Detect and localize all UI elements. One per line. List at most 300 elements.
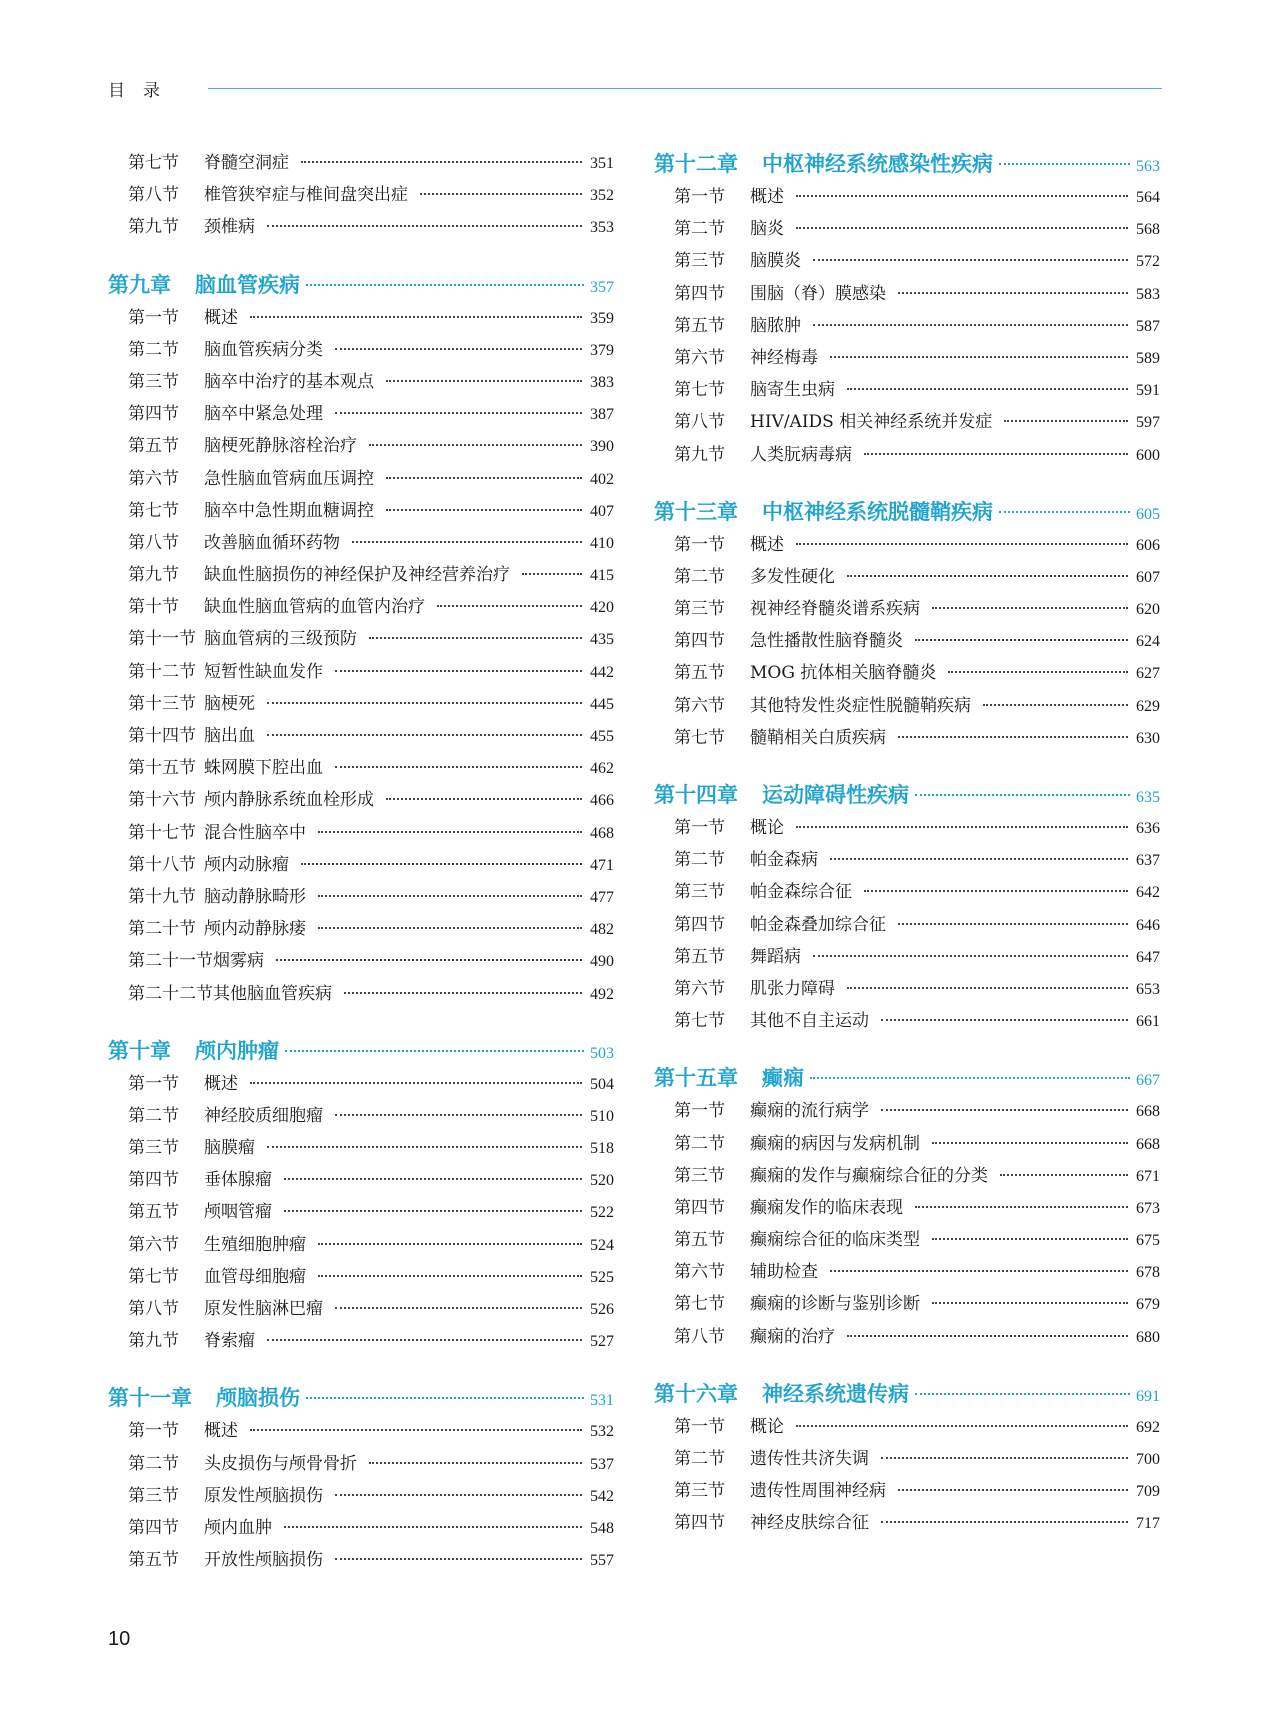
section-entry[interactable] — [108, 528, 614, 560]
section-entry[interactable] — [108, 560, 614, 592]
dot-leader — [250, 1429, 582, 1431]
chapter-number: 第十六章 — [654, 1380, 738, 1406]
section-entry[interactable] — [108, 785, 614, 817]
section-title: 缺血性脑损伤的神经保护及神经营养治疗 — [204, 565, 510, 586]
section-number: 第一节 — [128, 307, 179, 328]
section-title: 神经皮肤综合征 — [750, 1513, 869, 1534]
section-entry[interactable] — [108, 689, 614, 721]
section-title: 改善脑血循环药物 — [204, 532, 340, 553]
section-title: 概述 — [750, 534, 784, 555]
dot-leader — [932, 1302, 1128, 1304]
dot-leader — [267, 225, 582, 227]
chapter-title: 运动障碍性疾病 — [762, 782, 909, 807]
section-title: 脑膜瘤 — [204, 1138, 255, 1159]
section-entry[interactable] — [108, 1449, 614, 1481]
section-title: 脑卒中紧急处理 — [204, 404, 323, 425]
section-entry[interactable] — [654, 813, 1160, 845]
section-number: 第一节 — [674, 1416, 725, 1437]
section-title: 帕金森叠加综合征 — [750, 914, 886, 935]
section-number: 第三节 — [674, 1165, 725, 1186]
chapter-number: 第十章 — [108, 1037, 171, 1063]
section-title: 辅助检查 — [750, 1262, 818, 1283]
dot-leader — [847, 987, 1128, 989]
section-number: 第二节 — [674, 219, 725, 240]
chapter-page-number: 605 — [1136, 505, 1160, 523]
dot-leader — [999, 511, 1130, 513]
dot-leader — [369, 637, 582, 639]
section-entry[interactable] — [654, 214, 1160, 246]
section-number: 第八节 — [674, 1326, 725, 1347]
section-number: 第五节 — [674, 946, 725, 967]
section-page-number: 627 — [1136, 665, 1160, 683]
section-page-number: 668 — [1136, 1135, 1160, 1153]
section-title: 脑血管病的三级预防 — [204, 629, 357, 650]
section-number: 第四节 — [674, 914, 725, 935]
section-page-number: 700 — [1136, 1451, 1160, 1468]
section-title: 急性脑血管病血压调控 — [204, 468, 374, 489]
section-title: 脑膜炎 — [750, 251, 801, 272]
section-entry[interactable] — [654, 1257, 1160, 1289]
section-number: 第十一节 — [128, 629, 196, 650]
section-title: 脑梗死静脉溶栓治疗 — [204, 436, 357, 457]
section-title: 脑脓肿 — [750, 315, 801, 336]
section-page-number: 390 — [590, 438, 614, 456]
section-page-number: 629 — [1136, 697, 1160, 715]
section-entry[interactable] — [108, 148, 614, 180]
section-number: 第四节 — [674, 631, 725, 652]
section-number: 第六节 — [674, 978, 725, 999]
section-entry[interactable] — [654, 910, 1160, 942]
section-number: 第八节 — [674, 412, 725, 433]
chapter-page-number: 691 — [1136, 1387, 1160, 1405]
dot-leader — [932, 607, 1128, 609]
section-entry[interactable] — [654, 1129, 1160, 1161]
section-title: 脑动静脉畸形 — [204, 886, 306, 907]
section-page-number: 668 — [1136, 1103, 1160, 1121]
dot-leader — [335, 1307, 582, 1309]
dot-leader — [250, 1082, 582, 1084]
dot-leader — [335, 1494, 582, 1496]
toc-chapter-block — [654, 1378, 1160, 1541]
section-entry[interactable] — [108, 1262, 614, 1294]
section-entry[interactable] — [654, 311, 1160, 343]
dot-leader — [267, 1146, 582, 1148]
section-entry[interactable] — [108, 431, 614, 463]
section-title: 髓鞘相关白质疾病 — [750, 727, 886, 748]
section-title: 急性播散性脑脊髓炎 — [750, 631, 903, 652]
chapter-title: 神经系统遗传病 — [762, 1380, 909, 1406]
section-entry[interactable] — [654, 974, 1160, 1006]
section-title: 癫痫发作的临床表现 — [750, 1197, 903, 1218]
section-number: 第三节 — [674, 599, 725, 620]
section-title: 脊索瘤 — [204, 1331, 255, 1352]
section-entry[interactable] — [108, 1545, 614, 1577]
toc-chapter-block — [654, 148, 1160, 472]
dot-leader — [318, 1243, 582, 1245]
section-entry[interactable] — [108, 464, 614, 496]
section-entry[interactable] — [654, 1006, 1160, 1038]
section-page-number: 415 — [590, 567, 614, 585]
section-entry[interactable] — [108, 1416, 614, 1448]
section-page-number: 504 — [590, 1075, 614, 1093]
dot-leader — [796, 1425, 1128, 1427]
section-number: 第八节 — [128, 1299, 179, 1319]
section-title: 短暂性缺血发作 — [204, 661, 323, 682]
section-page-number: 709 — [1136, 1483, 1160, 1501]
section-title: 蛛网膜下腔出血 — [204, 758, 323, 779]
section-page-number: 468 — [590, 824, 614, 842]
section-page-number: 477 — [590, 888, 614, 906]
section-page-number: 492 — [590, 985, 614, 1003]
section-title: 概论 — [750, 818, 784, 838]
section-page-number: 527 — [590, 1333, 614, 1351]
section-page-number: 589 — [1136, 349, 1160, 367]
section-entry[interactable] — [108, 1481, 614, 1513]
section-entry[interactable] — [108, 657, 614, 689]
chapter-page-number: 531 — [590, 1392, 614, 1410]
section-entry[interactable] — [108, 180, 614, 212]
section-entry[interactable] — [108, 1197, 614, 1229]
section-entry[interactable] — [654, 1508, 1160, 1540]
dot-leader — [932, 1142, 1128, 1144]
section-title: 其他特发性炎症性脱髓鞘疾病 — [750, 695, 971, 716]
chapter-number: 第九章 — [108, 271, 171, 297]
chapter-number: 第十三章 — [654, 498, 738, 524]
section-number: 第三节 — [128, 1138, 179, 1159]
dot-leader — [864, 890, 1128, 892]
section-entry[interactable] — [654, 562, 1160, 594]
section-title: 神经胶质细胞瘤 — [204, 1105, 323, 1126]
header-title: 目录 — [108, 81, 178, 101]
dot-leader — [335, 1558, 582, 1560]
section-title: 颅内动脉瘤 — [204, 854, 289, 875]
section-number: 第二节 — [674, 850, 725, 871]
section-title: 血管母细胞瘤 — [204, 1266, 306, 1287]
section-title: 颈椎病 — [204, 217, 255, 238]
dot-leader — [847, 388, 1128, 390]
section-page-number: 410 — [590, 534, 614, 552]
dot-leader — [915, 639, 1128, 641]
section-entry[interactable] — [108, 850, 614, 882]
dot-leader — [301, 161, 582, 163]
dot-leader — [881, 1109, 1128, 1111]
section-entry[interactable] — [108, 753, 614, 785]
section-number: 第九节 — [128, 565, 179, 586]
section-entry[interactable] — [108, 1230, 614, 1262]
dot-leader — [898, 292, 1128, 294]
section-page-number: 548 — [590, 1519, 614, 1537]
dot-leader — [830, 356, 1128, 358]
section-title: 癫痫的流行病学 — [750, 1101, 869, 1122]
section-entry[interactable] — [108, 399, 614, 431]
section-entry[interactable] — [654, 182, 1160, 214]
dot-leader — [813, 955, 1128, 957]
section-entry[interactable] — [108, 1165, 614, 1197]
dot-leader — [830, 1270, 1128, 1272]
section-number: 第一节 — [128, 1073, 179, 1094]
section-title: 肌张力障碍 — [750, 978, 835, 999]
section-title: 其他脑血管疾病 — [213, 983, 332, 1004]
section-number: 第九节 — [128, 217, 179, 238]
section-number: 第九节 — [674, 444, 725, 465]
dot-leader — [386, 380, 582, 382]
section-entry[interactable] — [654, 375, 1160, 407]
section-title: HIV/AIDS 相关神经系统并发症 — [750, 412, 993, 433]
section-page-number: 646 — [1136, 916, 1160, 934]
chapter-entry[interactable] — [108, 1035, 614, 1069]
section-entry[interactable] — [654, 246, 1160, 278]
section-entry[interactable] — [654, 691, 1160, 723]
section-entry[interactable] — [654, 1476, 1160, 1508]
section-number: 第十五节 — [128, 758, 196, 779]
section-entry[interactable] — [654, 1412, 1160, 1444]
section-entry[interactable] — [108, 1069, 614, 1101]
section-page-number: 482 — [590, 921, 614, 939]
section-title: 脑血管疾病分类 — [204, 339, 323, 360]
section-number: 第五节 — [128, 1550, 179, 1571]
toc-chapter-block — [108, 1035, 614, 1359]
section-number: 第八节 — [128, 185, 179, 206]
section-entry[interactable] — [654, 1096, 1160, 1128]
dot-leader — [318, 895, 582, 897]
section-entry[interactable] — [654, 1444, 1160, 1476]
section-number: 第七节 — [128, 153, 179, 173]
section-number: 第四节 — [674, 1197, 725, 1218]
section-number: 第二十一节 — [128, 951, 213, 972]
section-entry[interactable] — [654, 279, 1160, 311]
section-entry[interactable] — [654, 658, 1160, 690]
section-entry[interactable] — [108, 367, 614, 399]
section-title: 原发性颅脑损伤 — [204, 1485, 323, 1506]
dot-leader — [267, 702, 582, 704]
section-entry[interactable] — [108, 496, 614, 528]
dot-leader — [813, 259, 1128, 261]
section-page-number: 387 — [590, 406, 614, 424]
toc-chapter-block — [108, 1382, 614, 1577]
section-entry[interactable] — [108, 624, 614, 656]
chapter-entry[interactable] — [654, 779, 1160, 813]
section-page-number: 520 — [590, 1172, 614, 1190]
section-page-number: 591 — [1136, 382, 1160, 400]
section-page-number: 717 — [1136, 1515, 1160, 1533]
dot-leader — [915, 1206, 1128, 1208]
section-page-number: 490 — [590, 953, 614, 971]
section-page-number: 471 — [590, 856, 614, 874]
section-entry[interactable] — [108, 1133, 614, 1165]
section-number: 第六节 — [128, 468, 179, 489]
section-entry[interactable] — [108, 592, 614, 624]
section-page-number: 678 — [1136, 1264, 1160, 1282]
section-number: 第五节 — [674, 1230, 725, 1251]
chapter-entry[interactable] — [108, 1382, 614, 1416]
section-entry[interactable] — [654, 1289, 1160, 1321]
section-entry[interactable] — [108, 946, 614, 978]
section-entry[interactable] — [108, 1294, 614, 1326]
dot-leader — [276, 959, 582, 961]
section-number: 第七节 — [128, 1266, 179, 1287]
toc-chapter-block — [654, 496, 1160, 755]
section-title: 神经梅毒 — [750, 347, 818, 368]
section-number: 第七节 — [674, 1294, 725, 1315]
section-number: 第十七节 — [128, 822, 196, 843]
section-number: 第八节 — [128, 532, 179, 553]
dot-leader — [1004, 420, 1128, 422]
section-title: 遗传性共济失调 — [750, 1449, 869, 1469]
dot-leader — [1000, 1174, 1128, 1176]
dot-leader — [386, 509, 582, 511]
section-entry[interactable] — [654, 1193, 1160, 1225]
section-page-number: 630 — [1136, 729, 1160, 747]
section-page-number: 675 — [1136, 1232, 1160, 1250]
chapter-page-number: 667 — [1136, 1072, 1160, 1090]
section-number: 第三节 — [674, 1481, 725, 1502]
section-entry[interactable] — [654, 626, 1160, 658]
section-number: 第十六节 — [128, 790, 196, 811]
section-page-number: 624 — [1136, 633, 1160, 651]
section-entry[interactable] — [108, 882, 614, 914]
dot-leader — [369, 444, 582, 446]
section-entry[interactable] — [654, 942, 1160, 974]
section-number: 第四节 — [128, 1170, 179, 1191]
dot-leader — [267, 734, 582, 736]
section-number: 第七节 — [128, 500, 179, 521]
section-number: 第二节 — [128, 1105, 179, 1126]
section-title: 舞蹈病 — [750, 946, 801, 967]
dot-leader — [352, 541, 582, 543]
dot-leader — [284, 1210, 582, 1212]
chapter-entry[interactable] — [654, 1062, 1160, 1096]
dot-leader — [847, 1335, 1128, 1337]
section-number: 第四节 — [674, 1513, 725, 1534]
dot-leader — [932, 1238, 1128, 1240]
section-page-number: 671 — [1136, 1167, 1160, 1185]
chapter-page-number: 503 — [590, 1044, 614, 1062]
section-page-number: 661 — [1136, 1013, 1160, 1031]
section-entry[interactable] — [108, 818, 614, 850]
section-number: 第十三节 — [128, 693, 196, 714]
chapter-number: 第十二章 — [654, 151, 738, 176]
section-entry[interactable] — [654, 1161, 1160, 1193]
section-title: 其他不自主运动 — [750, 1011, 869, 1032]
section-page-number: 353 — [590, 219, 614, 237]
section-page-number: 620 — [1136, 601, 1160, 619]
section-number: 第二节 — [674, 566, 725, 587]
chapter-title: 脑血管疾病 — [195, 271, 300, 297]
section-number: 第四节 — [128, 404, 179, 425]
chapter-entry[interactable] — [654, 496, 1160, 530]
section-entry[interactable] — [108, 335, 614, 367]
section-entry[interactable] — [108, 1513, 614, 1545]
section-number: 第一节 — [674, 187, 725, 207]
dot-leader — [306, 284, 584, 286]
dot-leader — [301, 863, 582, 865]
section-page-number: 455 — [590, 728, 614, 745]
section-title: 烟雾病 — [213, 951, 264, 972]
dot-leader — [284, 1526, 582, 1528]
section-number: 第十四节 — [128, 726, 196, 746]
section-page-number: 351 — [590, 155, 614, 172]
section-page-number: 466 — [590, 792, 614, 810]
dot-leader — [830, 858, 1128, 860]
section-number: 第二节 — [128, 339, 179, 360]
section-number: 第七节 — [674, 380, 725, 401]
section-title: 癫痫的诊断与鉴别诊断 — [750, 1294, 920, 1315]
section-entry[interactable] — [108, 1101, 614, 1133]
section-number: 第十二节 — [128, 661, 196, 682]
chapter-entry[interactable] — [108, 269, 614, 303]
dot-leader — [250, 316, 582, 318]
section-entry[interactable] — [654, 440, 1160, 472]
section-title: 癫痫的治疗 — [750, 1326, 835, 1347]
section-page-number: 542 — [590, 1487, 614, 1505]
section-number: 第七节 — [674, 1011, 725, 1032]
section-entry[interactable] — [654, 343, 1160, 375]
section-page-number: 637 — [1136, 852, 1160, 870]
section-entry[interactable] — [654, 877, 1160, 909]
chapter-entry[interactable] — [654, 1378, 1160, 1412]
section-entry[interactable] — [108, 1326, 614, 1358]
section-entry[interactable] — [108, 979, 614, 1011]
section-number: 第三节 — [674, 251, 725, 272]
dot-leader — [813, 324, 1128, 326]
section-page-number: 420 — [590, 599, 614, 617]
section-entry[interactable] — [108, 914, 614, 946]
section-title: 概述 — [204, 1073, 238, 1094]
dot-leader — [898, 736, 1128, 738]
section-entry[interactable] — [654, 723, 1160, 755]
dot-leader — [386, 798, 582, 800]
section-entry[interactable] — [108, 721, 614, 753]
chapter-page-number: 563 — [1136, 158, 1160, 175]
section-title: 脑寄生虫病 — [750, 380, 835, 401]
section-title: 颅内血肿 — [204, 1517, 272, 1538]
chapter-title: 颅脑损伤 — [216, 1385, 300, 1411]
section-page-number: 407 — [590, 502, 614, 520]
chapter-page-number: 357 — [590, 278, 614, 296]
section-number: 第六节 — [128, 1234, 179, 1255]
section-number: 第二十二节 — [128, 983, 213, 1004]
section-page-number: 525 — [590, 1268, 614, 1286]
section-entry[interactable] — [654, 1322, 1160, 1354]
section-title: 脑炎 — [750, 219, 784, 240]
section-entry[interactable] — [654, 594, 1160, 626]
section-title: 原发性脑淋巴瘤 — [204, 1299, 323, 1319]
section-entry[interactable] — [654, 1225, 1160, 1257]
section-number: 第六节 — [674, 347, 725, 368]
dot-leader — [898, 923, 1128, 925]
section-entry[interactable] — [654, 407, 1160, 439]
dot-leader — [267, 1339, 582, 1341]
dot-leader — [420, 193, 582, 195]
section-entry[interactable] — [108, 303, 614, 335]
section-page-number: 653 — [1136, 980, 1160, 998]
section-entry[interactable] — [654, 845, 1160, 877]
section-entry[interactable] — [108, 212, 614, 244]
section-page-number: 526 — [590, 1301, 614, 1318]
dot-leader — [796, 543, 1128, 545]
section-page-number: 522 — [590, 1204, 614, 1222]
section-page-number: 532 — [590, 1423, 614, 1441]
section-number: 第五节 — [128, 436, 179, 457]
section-title: MOG 抗体相关脑脊髓炎 — [750, 663, 937, 684]
section-title: 脊髓空洞症 — [204, 153, 289, 173]
section-page-number: 379 — [590, 341, 614, 359]
section-title: 脑出血 — [204, 726, 255, 746]
section-page-number: 606 — [1136, 536, 1160, 554]
section-entry[interactable] — [654, 530, 1160, 562]
chapter-entry[interactable] — [654, 148, 1160, 182]
section-title: 视神经脊髓炎谱系疾病 — [750, 599, 920, 620]
